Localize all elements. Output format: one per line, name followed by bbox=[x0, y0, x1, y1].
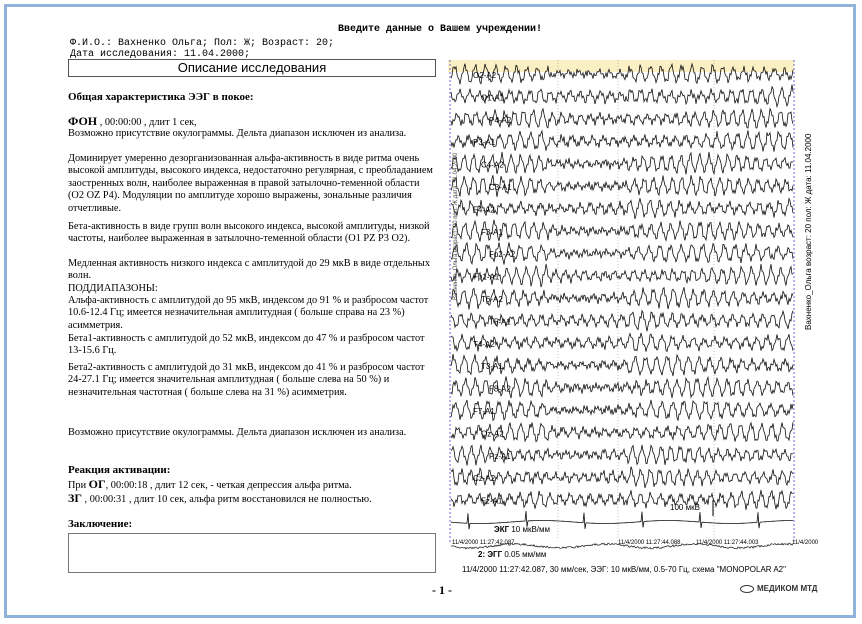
og-label: ОГ bbox=[88, 477, 106, 491]
fon-time: , 00:00:00 , длит 1 сек, bbox=[97, 117, 197, 128]
channel-label-T4-A2: T4-A2 bbox=[473, 339, 495, 349]
fon-label: ФОН bbox=[68, 114, 98, 128]
channel-label-Cz-A2: Cz-A2 bbox=[473, 474, 496, 484]
channel-label-C3-A1: C3-A1 bbox=[489, 183, 512, 192]
conclusion-heading: Заключение: bbox=[68, 518, 133, 530]
channel-label-P3-A1: P3-A1 bbox=[473, 138, 496, 148]
patient-info bbox=[70, 38, 334, 60]
title-divider bbox=[68, 76, 436, 77]
og-line bbox=[68, 478, 436, 492]
channel-label-C4-A2: C4-A2 bbox=[481, 160, 504, 170]
channel-label-F4-A2: F4-A2 bbox=[473, 205, 495, 215]
patient-line: Ф.И.О.: Вахненко Ольга; Пол: Ж; Возраст: 20; bbox=[70, 38, 335, 49]
zg-line bbox=[68, 492, 436, 506]
channel-label-Fp2-A2: Fp2-A2 bbox=[489, 250, 516, 260]
description-title: Описание исследования bbox=[68, 59, 436, 76]
eeg-trace-T4-A2 bbox=[451, 333, 793, 352]
conclusion-box bbox=[68, 533, 436, 573]
timestamp-1: 11/4/2000 11:27:42.087 bbox=[452, 540, 515, 546]
medicom-logo: МЕДИКОМ МТД bbox=[740, 584, 818, 593]
activation-heading: Реакция активации: bbox=[68, 464, 171, 476]
channel-label-O1-A1: O1-A1 bbox=[481, 93, 505, 103]
channel-label-Oz-A2: Oz-A2 bbox=[481, 429, 504, 439]
channel-label-F8-A2: F8-A2 bbox=[489, 384, 511, 394]
channel-label-T6-A2: T6-A2 bbox=[481, 295, 503, 304]
rest-heading: Общая характеристика ЭЭГ в покое: bbox=[68, 91, 254, 103]
timestamp-4: 11/4/2000 bbox=[792, 540, 819, 546]
paragraph-1: Возможно присутствие окулограммы. Дельта диапазон исключен из анализа. bbox=[68, 128, 407, 139]
paragraph-4: Медленная активность низкого индекса с амплитудой до 29 мкВ в виде отдельных волн. bbox=[68, 258, 430, 282]
eeg-recording bbox=[448, 60, 798, 550]
zg-label: ЗГ bbox=[68, 491, 82, 505]
paragraph-8: Возможно присутствие окулограммы. Дельта диапазон исключен из анализа. bbox=[68, 427, 407, 438]
channel-label-F7-A1: F7-A1 bbox=[473, 407, 495, 416]
subranges-heading: ПОДДИАПАЗОНЫ: bbox=[68, 283, 158, 294]
eeg-trace-F4-A2 bbox=[451, 198, 793, 219]
timestamp-3: 11/4/2000 11:27:44.003 bbox=[696, 540, 759, 546]
eeg-trace-Cz-A2 bbox=[451, 467, 793, 488]
channel-label-P4-A2: P4-A2 bbox=[489, 115, 512, 125]
paragraph-7: Бета2-активность с амплитудой до 31 мкВ, индексом до 41 % и разбросом частот 24-27.1 Гц; имеется значительная амплитудная ( больше слева на 50 %) и незначительная частотная ( больше слева на 31 %) асимметрия. bbox=[68, 362, 425, 398]
eeg-highlight-band bbox=[448, 60, 794, 72]
eeg-trace-Fp1-A1 bbox=[451, 264, 793, 287]
og-text: , 00:00:18 , длит 12 сек, - четкая депрессия альфа ритма. bbox=[105, 480, 352, 491]
paragraph-5: Альфа-активность с амплитудой до 95 мкВ, индексом до 91 % и разбросом частот 10.6-12.4 Гц; имеется незначительная амплитудная ( больше справа на 23 %) асимметрия. bbox=[68, 295, 429, 331]
paragraph-2: Доминирует умеренно дезорганизованная альфа-активность в виде ритма очень высокой амплитуды, высокого индекса, недостаточно регулярная, с преобладанием заостренных волн, наиболее выраженная в правой затылочно-теменной области (O2 OZ P4). Модуляции по амплитуде хорошо выражены, зональные различия отчетливые. bbox=[68, 153, 433, 214]
eeg-trace-F7-A1 bbox=[451, 400, 793, 421]
channel-label-Fp1-A1: Fp1-A1 bbox=[473, 272, 500, 282]
logo-icon bbox=[740, 585, 754, 593]
channel-label-F3-A1: F3-A1 bbox=[481, 227, 503, 237]
eeg-trace-P3-A1 bbox=[451, 130, 793, 151]
channel-label-O2-A2: O2-A2 bbox=[473, 71, 497, 80]
channel-label-Fz-A1: Fz-A1 bbox=[481, 496, 503, 506]
channel-label-T3-A1: T3-A1 bbox=[481, 362, 503, 372]
eeg-footer-info: 11/4/2000 11:27:42.087, 30 мм/сек, ЭЭГ: 10 мкВ/мм, 0.5-70 Гц, схема "MONOPOLAR A2" bbox=[462, 565, 786, 574]
og-prefix: При bbox=[68, 480, 89, 491]
paragraph-6: Бета1-активность с амплитудой до 52 мкВ, индексом до 47 % и разбросом частот 13-15.6 Гц. bbox=[68, 333, 425, 357]
left-patient-label: Вахненко_Ольга возраст: 20 пол: Ж дата: 11.04.2000 bbox=[453, 152, 459, 300]
channel-label-T5-A1: T5-A1 bbox=[489, 317, 511, 327]
date-line: Дата исследования: 11.04.2000; bbox=[70, 49, 251, 60]
ref-label: 2: ЭГГ 0.05 мм/мм bbox=[478, 550, 547, 559]
right-patient-label: Вахненко_Ольга возраст: 20 пол: Ж дата: 11.04.2000 bbox=[804, 133, 813, 330]
zg-text: , 00:00:31 , длит 10 сек, альфа ритм восстановился не полностью. bbox=[81, 494, 372, 505]
channel-label-Pz-A1: Pz-A1 bbox=[489, 451, 511, 461]
scale-label: 100 мкВ bbox=[670, 503, 700, 512]
timestamp-2: 11/4/2000 11:27:44.088 bbox=[618, 540, 681, 546]
institution-header: Введите данные о Вашем учреждении! bbox=[338, 24, 543, 35]
page-number: - 1 - bbox=[432, 583, 452, 597]
ekg-label: ЭКГ 10 мкВ/мм bbox=[494, 525, 551, 534]
paragraph-3: Бета-активность в виде групп волн высокого индекса, высокой амплитуды, низкой частоты, наиболее выраженная в затылочно-теменной области (O1 PZ P3 O2). bbox=[68, 221, 430, 245]
